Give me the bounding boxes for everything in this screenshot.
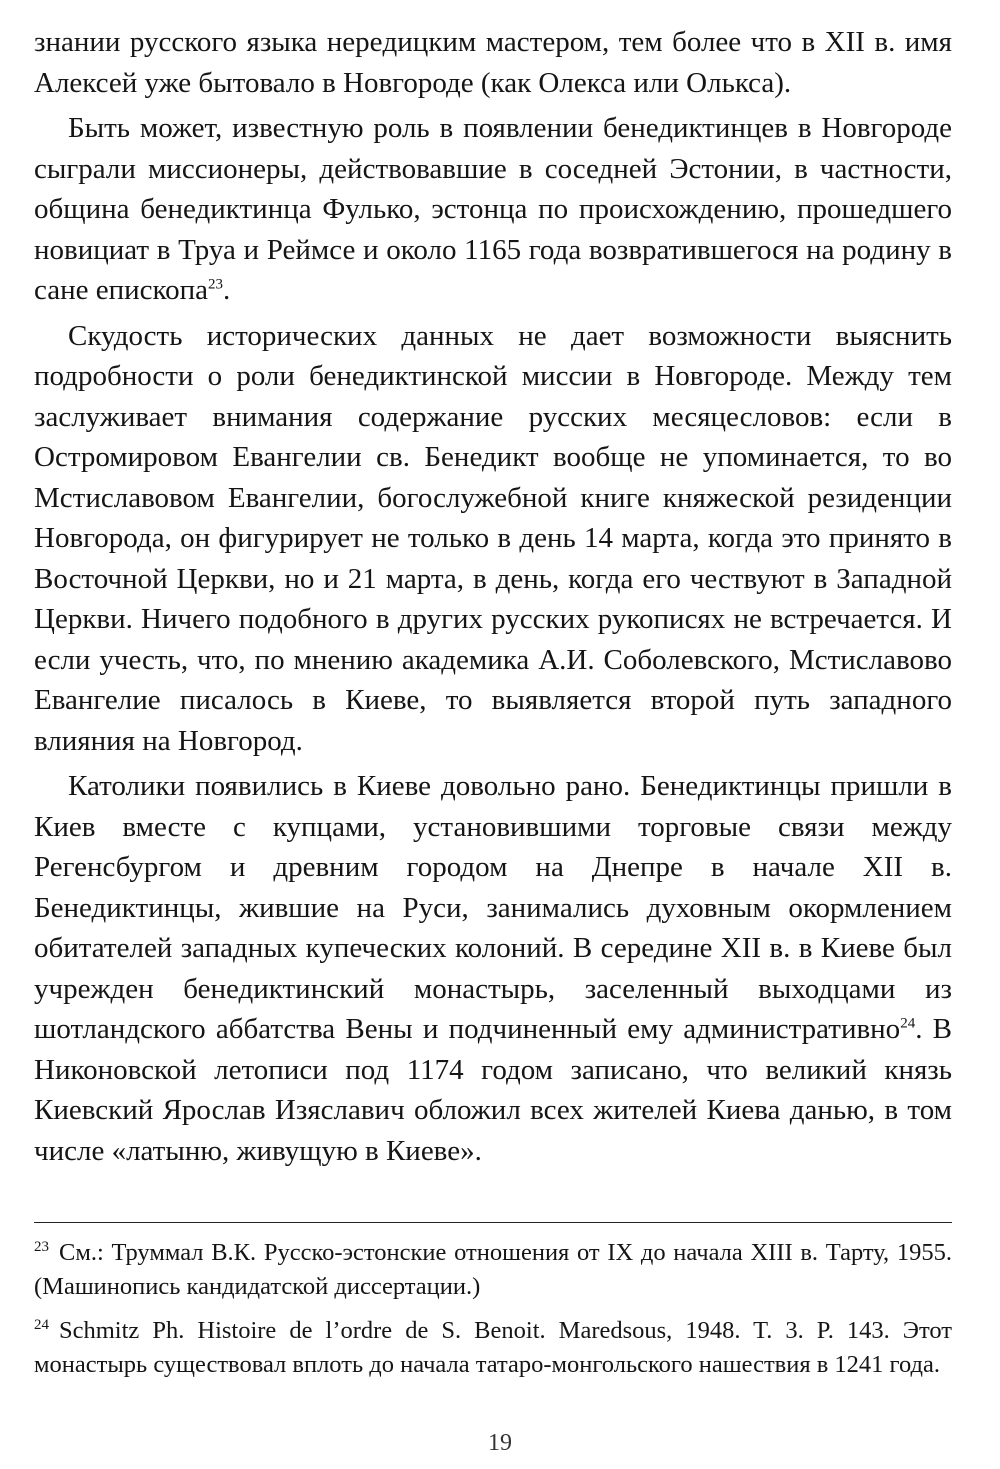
footnotes-section (34, 1236, 952, 1392)
paragraph-2-text: Быть может, известную роль в появлении бенедиктинцев в Новгороде сыграли миссионеры, действовавшие в соседней Эстонии, в частности, община бенедиктинца Фулько, эстонца по происхождению, прошедшего новициат в Труа и Реймсе и около 1165 года возвратившегося на родину в сане епископа (34, 112, 952, 306)
paragraph-3 (34, 316, 952, 762)
footnote-number: 23 (34, 1238, 49, 1255)
paragraph-3-text: Скудость исторических данных не дает возможности выяснить подробности о роли бенедиктинской миссии в Новгороде. Между тем заслуживает внимания содержание русских месяцесловов: если в Остромировом Евангелии св. Бенедикт вообще не упоминается, то во Мстиславовом Евангелии, богослужебной книге княжеской резиденции Новгорода, он фигурирует не только в день 14 марта, когда это принято в Восточной Церкви, но и 21 марта, в день, когда его чествуют в Западной Церкви. Ничего подобного в других русских рукописях не встречается. И если учесть, что, по мнению академика А.И. Соболевского, Мстиславово Евангелие писалось в Киеве, то выявляется второй путь западного влияния на Новгород. (34, 319, 952, 757)
paragraph-1 (34, 22, 952, 103)
footnote-text: Schmitz Ph. Histoire de l’ordre de S. Benoit. Maredsous, 1948. T. 3. P. 143. Этот монастырь существовал вплоть до начала татаро-монгольского нашествия в 1241 года. (34, 1317, 952, 1378)
footnote-ref-23[interactable]: 23 (208, 276, 224, 293)
paragraph-1-text: знании русского языка нерeдицким мастером, тем более что в XII в. имя Алексей уже бытовало в Новгороде (как Олекса или Олькса). (34, 26, 952, 99)
paragraph-2-tail: . (223, 274, 231, 306)
footnote-ref-24[interactable]: 24 (900, 1015, 916, 1032)
footnote-text: См.: Труммал В.К. Русско-эстонские отношения от IX до начала XIII в. Тарту, 1955. (Машинопись кандидатской диссертации.) (34, 1239, 952, 1300)
paragraph-4 (34, 766, 952, 1171)
footnote-number: 24 (34, 1316, 49, 1333)
paragraph-2 (34, 108, 952, 311)
footnote-23 (34, 1236, 952, 1304)
main-text (34, 22, 952, 1171)
paragraph-4-tail: . В Никоновской летописи под 1174 годом записано, что великий князь Киевский Ярослав Изяславич обложил всех жителей Киева данью, в том числе «латыню, живущую в Киеве». (34, 1013, 953, 1167)
paragraph-4-text: Католики появились в Киеве довольно рано. Бенедиктинцы пришли в Киев вместе с купцами, установившими торговые связи между Регенсбургом и древним городом на Днепре в начале XII в. Бенедиктинцы, жившие на Руси, занимались духовным окормлением обитателей западных купеческих колоний. В середине XII в. в Киеве был учрежден бенедиктинский монастырь, заселенный выходцами из шотландского аббатства Вены и подчиненный ему административно (34, 770, 952, 1045)
footnote-divider (34, 1222, 952, 1223)
footnote-24 (34, 1314, 952, 1382)
page-number: 19 (488, 1430, 512, 1456)
